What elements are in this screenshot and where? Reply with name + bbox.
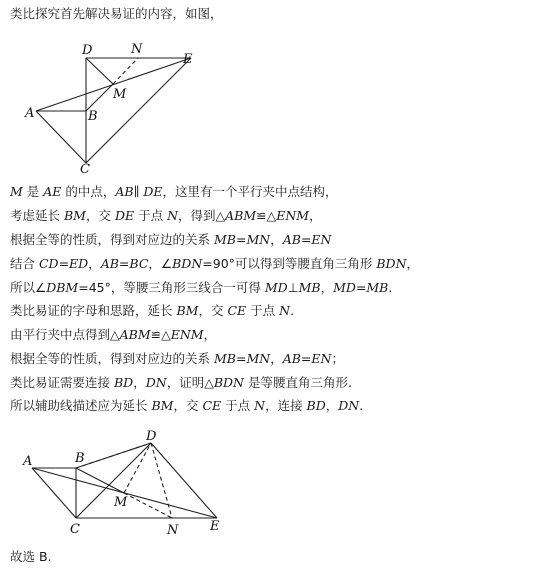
label-e: E xyxy=(183,52,193,67)
text: ENM xyxy=(276,208,310,223)
text: 是等腰直角三角形. xyxy=(243,375,352,390)
text: ， xyxy=(406,256,420,271)
text: ABM xyxy=(225,208,257,223)
text: ， xyxy=(320,280,334,295)
text: CE xyxy=(202,398,222,413)
text: N xyxy=(254,398,266,413)
text: DBM xyxy=(46,280,79,295)
text: ，这里有一个平行夹中点结构， xyxy=(162,184,338,199)
text: MD=MB xyxy=(333,280,389,295)
text: ，得到△ xyxy=(178,208,226,223)
text: 考虑延长 xyxy=(10,208,64,223)
segment-bm xyxy=(76,468,124,493)
text: ENM xyxy=(170,327,204,342)
text: . xyxy=(290,303,295,318)
label-b: B xyxy=(75,451,85,466)
text: ， xyxy=(325,398,339,413)
label-m: M xyxy=(113,87,127,102)
text: . xyxy=(359,398,364,413)
label-c: C xyxy=(80,162,90,177)
text: 的中点， xyxy=(61,184,116,199)
text: MB=MN xyxy=(213,351,271,366)
text: 所以辅助线描述应为延长 xyxy=(10,398,152,413)
text: BDN xyxy=(376,256,407,271)
text: MD xyxy=(264,280,288,295)
text: AB∥ DE xyxy=(115,184,163,199)
text: ，交 xyxy=(173,398,203,413)
text: ，交 xyxy=(198,303,228,318)
text: BDN xyxy=(213,375,244,390)
segment-ac xyxy=(32,468,76,518)
text: ， xyxy=(270,351,283,366)
text: AB=EN xyxy=(282,232,332,247)
text: ； xyxy=(331,351,344,366)
text: =45°，等腰三角形三线合一可得 xyxy=(78,280,265,295)
text: DN xyxy=(145,375,167,390)
text: M xyxy=(10,184,23,199)
text: BM xyxy=(151,398,174,413)
text: ，证明△ xyxy=(166,375,214,390)
text: 根据全等的性质，得到对应边的关系 xyxy=(10,232,214,247)
text: N xyxy=(167,208,179,223)
text: ， xyxy=(270,232,283,247)
text: BD xyxy=(306,398,326,413)
label-b: B xyxy=(88,109,98,124)
text: ， xyxy=(133,375,146,390)
label-a: A xyxy=(25,106,35,121)
segment-mn-dashed xyxy=(124,493,172,518)
text: 类比易证需要连接 xyxy=(10,375,114,390)
text: 根据全等的性质，得到对应边的关系 xyxy=(10,351,214,366)
text: N xyxy=(279,303,291,318)
text: ⊥ xyxy=(287,280,299,295)
text: 所以∠ xyxy=(10,280,47,295)
text: BDN xyxy=(172,256,203,271)
text: ≌△ xyxy=(150,327,171,342)
intro-text: 类比探究首先解决易证的内容，如图， xyxy=(10,6,223,21)
text: ，连接 xyxy=(265,398,307,413)
text: BM xyxy=(176,303,199,318)
conclusion-text: 故选 B. xyxy=(10,549,52,564)
text: ， xyxy=(88,256,101,271)
text: 由平行夹中点得到△ xyxy=(10,327,120,342)
label-c: C xyxy=(70,522,80,537)
text: ，交 xyxy=(85,208,115,223)
label-a: A xyxy=(23,454,33,469)
text: DE xyxy=(114,208,135,223)
text: . xyxy=(388,280,393,295)
text: ≌△ xyxy=(256,208,277,223)
text: 于点 xyxy=(221,398,255,413)
text: MB xyxy=(298,280,321,295)
text: BD xyxy=(113,375,134,390)
text: BM xyxy=(63,208,86,223)
text: =90°可以得到等腰直角三角形 xyxy=(202,256,377,271)
text: AB=BC xyxy=(100,256,149,271)
text: 于点 xyxy=(134,208,168,223)
label-m: M xyxy=(114,495,128,510)
text: DN xyxy=(338,398,360,413)
label-n: N xyxy=(131,42,143,57)
text: CE xyxy=(227,303,247,318)
text: AE xyxy=(43,184,62,199)
segment-bd xyxy=(76,443,151,468)
label-e: E xyxy=(210,519,220,534)
text: CD=ED xyxy=(38,256,89,271)
text: ABM xyxy=(119,327,151,342)
text: ， xyxy=(203,327,217,342)
segment-de xyxy=(151,443,217,518)
text: 结合 xyxy=(10,256,39,271)
text: 于点 xyxy=(246,303,280,318)
text: AB=EN xyxy=(282,351,332,366)
text: ，∠ xyxy=(148,256,173,271)
text: 类比易证的字母和思路，延长 xyxy=(10,303,177,318)
text: ， xyxy=(309,208,322,223)
label-n: N xyxy=(167,523,179,538)
text: MB=MN xyxy=(213,232,271,247)
text: 是 xyxy=(22,184,44,199)
label-d: D xyxy=(146,429,157,444)
label-d: D xyxy=(82,43,93,58)
